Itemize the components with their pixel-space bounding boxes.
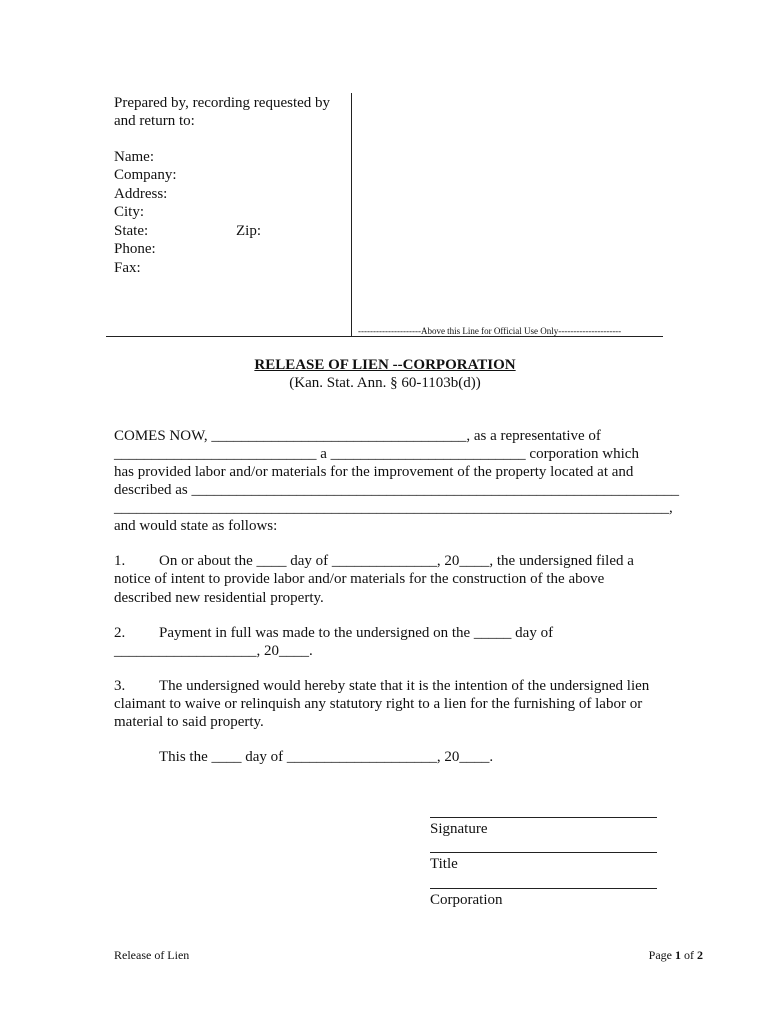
official-use-note: ---------------------Above this Line for Official Use Only---------------------: [358, 326, 622, 336]
city-label: City:: [114, 204, 145, 220]
item1-line2: notice of intent to provide labor and/or materials for the construction of the above: [114, 571, 605, 587]
item2-number: 2.: [114, 625, 126, 641]
comes-now-line3: has provided labor and/or materials for the improvement of the property located at and: [114, 464, 634, 480]
company-label: Company:: [114, 167, 177, 183]
item2-line1: Payment in full was made to the undersigned on the _____ day of: [159, 625, 554, 641]
statute-citation: (Kan. Stat. Ann. § 60-1103b(d)): [289, 375, 481, 391]
page-current: 1: [675, 948, 681, 962]
prepared-by-line2: and return to:: [114, 113, 195, 129]
item1-line1: On or about the ____ day of ______________, 20____, the undersigned filed a: [159, 553, 634, 569]
comes-now-line6: and would state as follows:: [114, 518, 278, 534]
page-prefix: Page: [648, 948, 672, 962]
fax-label: Fax:: [114, 260, 141, 276]
title-label: Title: [430, 856, 458, 872]
state-label: State:: [114, 223, 149, 239]
page-of: of: [684, 948, 694, 962]
header-horizontal-divider: [106, 336, 663, 337]
comes-now-line2: ___________________________ a __________________________ corporation which: [114, 446, 639, 462]
document-title-text: RELEASE OF LIEN --CORPORATION: [254, 357, 516, 373]
header-vertical-divider: [351, 93, 352, 336]
comes-now-line4: described as _________________________________________________________________: [114, 482, 679, 498]
dated-line: This the ____ day of ____________________, 20____.: [159, 749, 494, 765]
item3-line3: material to said property.: [114, 714, 264, 730]
signature-label: Signature: [430, 821, 488, 837]
page-total: 2: [697, 948, 703, 962]
address-label: Address:: [114, 186, 168, 202]
phone-label: Phone:: [114, 241, 156, 257]
corporation-line: [430, 888, 657, 889]
item3-number: 3.: [114, 678, 126, 694]
document-title: [0, 357, 770, 374]
item1-line3: described new residential property.: [114, 590, 324, 606]
signature-line: [430, 817, 657, 818]
zip-label: Zip:: [236, 223, 261, 239]
footer-doc-name: Release of Lien: [114, 948, 190, 962]
name-label: Name:: [114, 149, 154, 165]
corporation-label: Corporation: [430, 892, 503, 908]
comes-now-line1: COMES NOW, __________________________________, as a representative of: [114, 428, 601, 444]
item1-number: 1.: [114, 553, 126, 569]
item3-line1: The undersigned would hereby state that it is the intention of the undersigned lien: [159, 678, 650, 694]
page-number: [649, 948, 703, 963]
item2-line2: ___________________, 20____.: [114, 643, 313, 659]
prepared-by-line1: Prepared by, recording requested by: [114, 95, 331, 111]
title-line: [430, 852, 657, 853]
item3-line2: claimant to waive or relinquish any statutory right to a lien for the furnishing of labor or: [114, 696, 643, 712]
comes-now-line5: __________________________________________________________________________,: [114, 500, 673, 516]
